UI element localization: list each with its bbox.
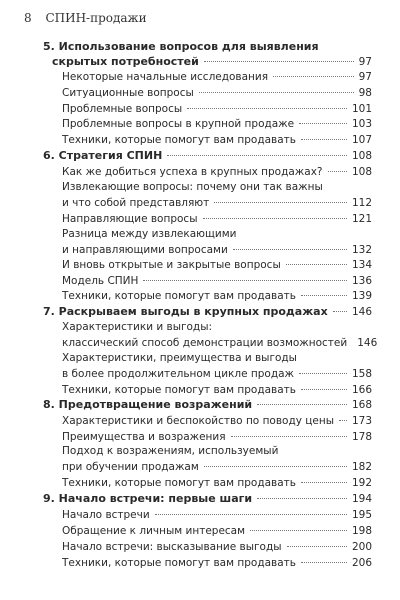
toc-entry: И вновь открытые и закрытые вопросы 134 (62, 259, 372, 271)
toc-entry: Как же добиться успеха в крупных продажах? 108 (62, 166, 372, 178)
toc-entry: Характеристики и беспокойство по поводу цены 173 (62, 415, 372, 427)
toc-entry: Обращение к личным интересам 198 (62, 525, 372, 537)
page-number: 8 (24, 11, 32, 25)
toc-entry: Проблемные вопросы в крупной продаже 103 (62, 118, 372, 130)
toc-entry: Преимущества и возражения 178 (62, 431, 372, 443)
toc-entry-line: Подход к возражениям, используемый (62, 445, 279, 457)
toc-chapter-entry: 7. Раскрываем выгоды в крупных продажах 146 (43, 305, 372, 318)
toc-entry: и направляющими вопросами 132 (62, 244, 372, 256)
toc-entry-line: Разница между извлекающими (62, 228, 237, 240)
toc-entry: Модель СПИН 136 (62, 275, 372, 287)
toc-chapter-entry: 9. Начало встречи: первые шаги 194 (43, 492, 372, 505)
toc-chapter-entry: 8. Предотвращение возражений 168 (43, 398, 372, 411)
toc-entry: Некоторые начальные исследования 97 (62, 71, 372, 83)
toc-entry: Проблемные вопросы 101 (62, 103, 372, 115)
toc-chapter-entry: 6. Стратегия СПИН 108 (43, 149, 372, 162)
toc-entry: Начало встречи: высказывание выгоды 200 (62, 541, 372, 553)
toc-entry: классический способ демонстрации возможностей 146 (62, 337, 378, 349)
toc-entry: Техники, которые помогут вам продавать 192 (62, 477, 372, 489)
toc-entry: Техники, которые помогут вам продавать 107 (62, 134, 372, 146)
toc-entry: Техники, которые помогут вам продавать 166 (62, 384, 372, 396)
toc-entry-line: Характеристики и выгоды: (62, 321, 213, 333)
toc-chapter-entry: скрытых потребностей 97 (52, 55, 372, 68)
toc-entry: Техники, которые помогут вам продавать 206 (62, 557, 372, 569)
toc-entry: Направляющие вопросы 121 (62, 213, 372, 225)
toc-entry-line: Характеристики, преимущества и выгоды (62, 352, 297, 364)
toc-entry: Начало встречи 195 (62, 509, 372, 521)
toc-chapter-title: 5. Использование вопросов для выявления (43, 40, 319, 53)
toc-entry: Техники, которые помогут вам продавать 139 (62, 290, 372, 302)
toc-entry: Ситуационные вопросы 98 (62, 87, 372, 99)
book-title: СПИН-продажи (45, 11, 147, 25)
toc-entry: в более продолжительном цикле продаж 158 (62, 368, 372, 380)
toc-entry: при обучении продажам 182 (62, 461, 372, 473)
toc-entry: и что собой представляют 112 (62, 197, 372, 209)
toc-entry-line: Извлекающие вопросы: почему они так важны (62, 181, 323, 193)
